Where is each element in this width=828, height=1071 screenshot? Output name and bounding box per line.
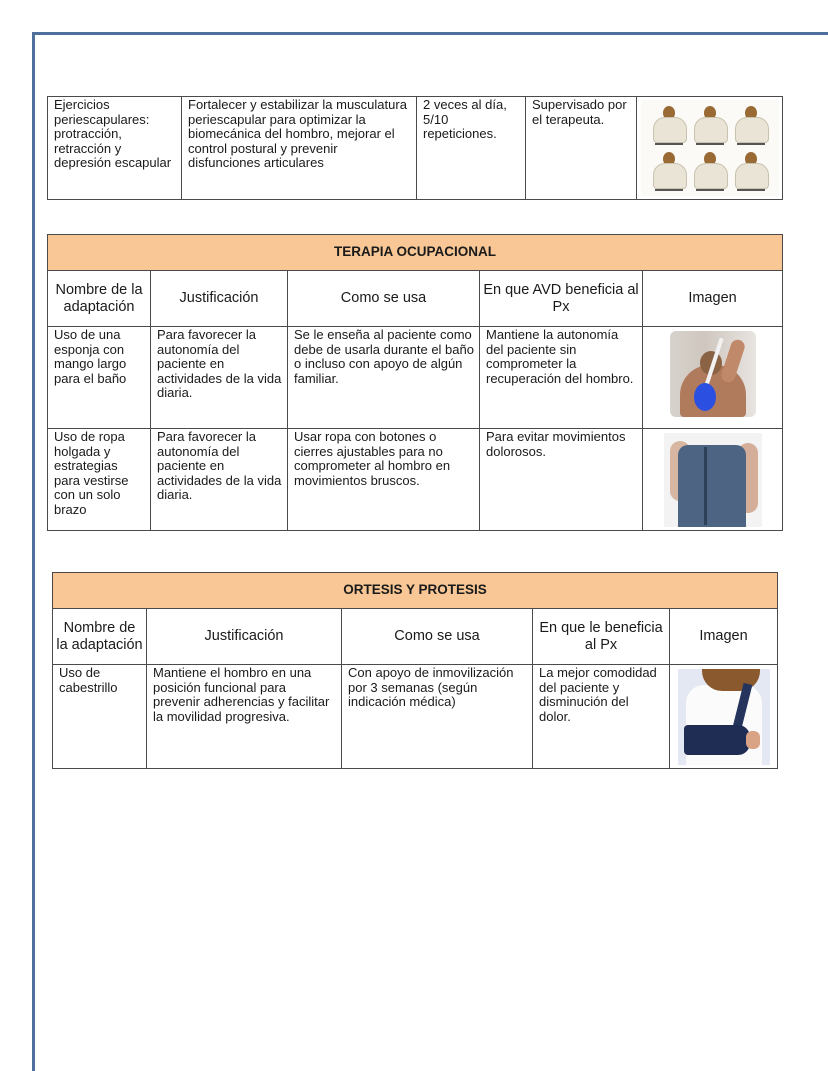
header-row	[48, 271, 783, 327]
adaptation-image-cell	[643, 429, 783, 531]
long-handle-sponge-photo	[670, 331, 756, 417]
column-header: Como se usa	[342, 609, 533, 665]
column-header: Imagen	[670, 609, 778, 665]
adaptation-usage: Usar ropa con botones o cierres ajustables para no comprometer al hombro en movimientos bruscos.	[288, 429, 480, 531]
column-header: Justificación	[147, 609, 342, 665]
adaptation-name: Uso de ropa holgada y estrategias para vestirse con un solo brazo	[48, 429, 151, 531]
ortesis-protesis-table	[52, 572, 778, 769]
section-title: TERAPIA OCUPACIONAL	[48, 235, 783, 271]
page-border-top	[33, 32, 828, 35]
column-header: Imagen	[643, 271, 783, 327]
adaptation-justification: Para favorecer la autonomía del paciente en actividades de la vida diaria.	[151, 327, 288, 429]
arm-sling-photo	[678, 669, 770, 765]
column-header: Nombre de la adaptación	[48, 271, 151, 327]
adaptation-name: Uso de una esponja con mango largo para el baño	[48, 327, 151, 429]
column-header: Justificación	[151, 271, 288, 327]
adaptation-benefit: La mejor comodidad del paciente y disminución del dolor.	[533, 665, 670, 769]
terapia-ocupacional-table	[47, 234, 783, 531]
adaptation-usage: Se le enseña al paciente como debe de usarla durante el baño o incluso con apoyo de algún familiar.	[288, 327, 480, 429]
page-border-left	[32, 32, 35, 1071]
table-row	[48, 97, 783, 200]
column-header: Nombre de la adaptación	[53, 609, 147, 665]
section-title: ORTESIS Y PROTESIS	[53, 573, 778, 609]
exercise-image-cell	[637, 97, 783, 200]
column-header: Como se usa	[288, 271, 480, 327]
exercise-justification: Fortalecer y estabilizar la musculatura periescapular para optimizar la biomecánica del hombro, mejorar el control postural y prevenir disfunciones articulares	[182, 97, 417, 200]
adaptation-justification: Para favorecer la autonomía del paciente en actividades de la vida diaria.	[151, 429, 288, 531]
loose-clothing-photo	[664, 433, 762, 527]
exercise-name: Ejercicios periescapulares: protracción, retracción y depresión escapular	[48, 97, 182, 200]
table-row	[48, 327, 783, 429]
adaptation-benefit: Para evitar movimientos dolorosos.	[480, 429, 643, 531]
table-row	[48, 429, 783, 531]
adaptation-image-cell	[670, 665, 778, 769]
exercise-frequency: 2 veces al día, 5/10 repeticiones.	[417, 97, 526, 200]
table-row	[53, 665, 778, 769]
adaptation-name: Uso de cabestrillo	[53, 665, 147, 769]
adaptation-usage: Con apoyo de inmovilización por 3 semanas (según indicación médica)	[342, 665, 533, 769]
header-row	[53, 609, 778, 665]
exercise-table	[47, 96, 783, 200]
column-header: En que le beneficia al Px	[533, 609, 670, 665]
column-header: En que AVD beneficia al Px	[480, 271, 643, 327]
shoulder-exercises-illustration	[641, 100, 779, 196]
adaptation-image-cell	[643, 327, 783, 429]
adaptation-benefit: Mantiene la autonomía del paciente sin comprometer la recuperación del hombro.	[480, 327, 643, 429]
adaptation-justification: Mantiene el hombro en una posición funcional para prevenir adherencias y facilitar la movilidad progresiva.	[147, 665, 342, 769]
exercise-supervision: Supervisado por el terapeuta.	[526, 97, 637, 200]
